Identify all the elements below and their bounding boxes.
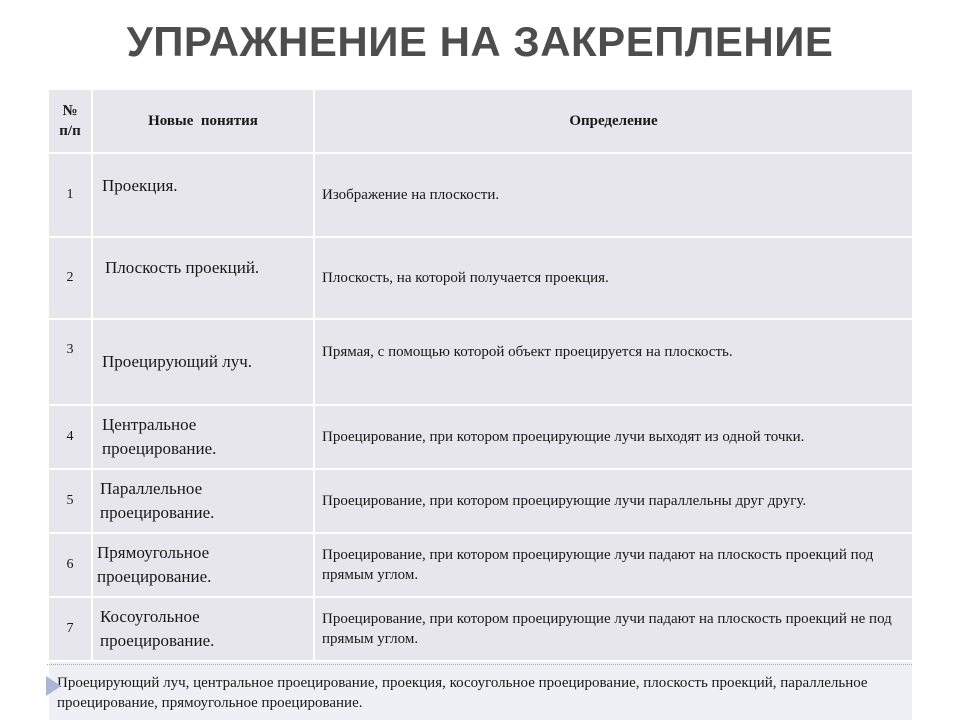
row-number: 5 <box>48 469 92 533</box>
row-number: 1 <box>48 153 92 237</box>
header-term <box>92 89 314 153</box>
row-number: 7 <box>48 597 92 661</box>
table-row <box>48 153 913 237</box>
row-definition: Изображение на плоскости. <box>314 153 913 237</box>
row-number: 4 <box>48 405 92 469</box>
table-header-row <box>48 89 913 153</box>
row-definition: Проецирование, при котором проецирующие лучи параллельны друг другу. <box>314 469 913 533</box>
row-term: Прямоугольное проецирование. <box>92 533 314 597</box>
row-term: Проецирующий луч. <box>92 319 314 405</box>
row-term: Центральное проецирование. <box>92 405 314 469</box>
header-definition-label: Определение <box>569 112 658 129</box>
table-row <box>48 405 913 469</box>
row-term: Параллельное проецирование. <box>92 469 314 533</box>
footer-terms-list: Проецирующий луч, центральное проецирование, проекция, косоугольное проецирование, плоскость проекций, параллельное проецирование, прямоугольное проецирование. <box>48 661 913 720</box>
row-term: Косоугольное проецирование. <box>92 597 314 661</box>
header-number <box>48 89 92 153</box>
row-number: 6 <box>48 533 92 597</box>
row-definition: Проецирование, при котором проецирующие лучи выходят из одной точки. <box>314 405 913 469</box>
row-term: Плоскость проекций. <box>92 237 314 319</box>
table-row <box>48 319 913 405</box>
table-row <box>48 597 913 661</box>
row-definition: Проецирование, при котором проецирующие лучи падают на плоскость проекций под прямым углом. <box>314 533 913 597</box>
header-number-label: № п/п <box>59 103 81 139</box>
table-row <box>48 237 913 319</box>
slide-title: УПРАЖНЕНИЕ НА ЗАКРЕПЛЕНИЕ <box>126 18 834 65</box>
table-row <box>48 533 913 597</box>
divider-line <box>47 664 912 665</box>
table-row <box>48 469 913 533</box>
next-slide-arrow-icon-glyph <box>44 674 64 698</box>
row-definition: Прямая, с помощью которой объект проецируется на плоскость. <box>314 319 913 405</box>
header-definition <box>314 89 913 153</box>
row-term: Проекция. <box>92 153 314 237</box>
concepts-table <box>47 88 914 720</box>
row-number: 2 <box>48 237 92 319</box>
next-slide-arrow-icon[interactable] <box>44 674 64 698</box>
table-footer-row <box>48 661 913 720</box>
row-definition: Проецирование, при котором проецирующие лучи падают на плоскость проекций не под прямым углом. <box>314 597 913 661</box>
row-definition: Плоскость, на которой получается проекция. <box>314 237 913 319</box>
row-number: 3 <box>48 319 92 405</box>
header-term-label: Новые понятия <box>148 112 258 129</box>
